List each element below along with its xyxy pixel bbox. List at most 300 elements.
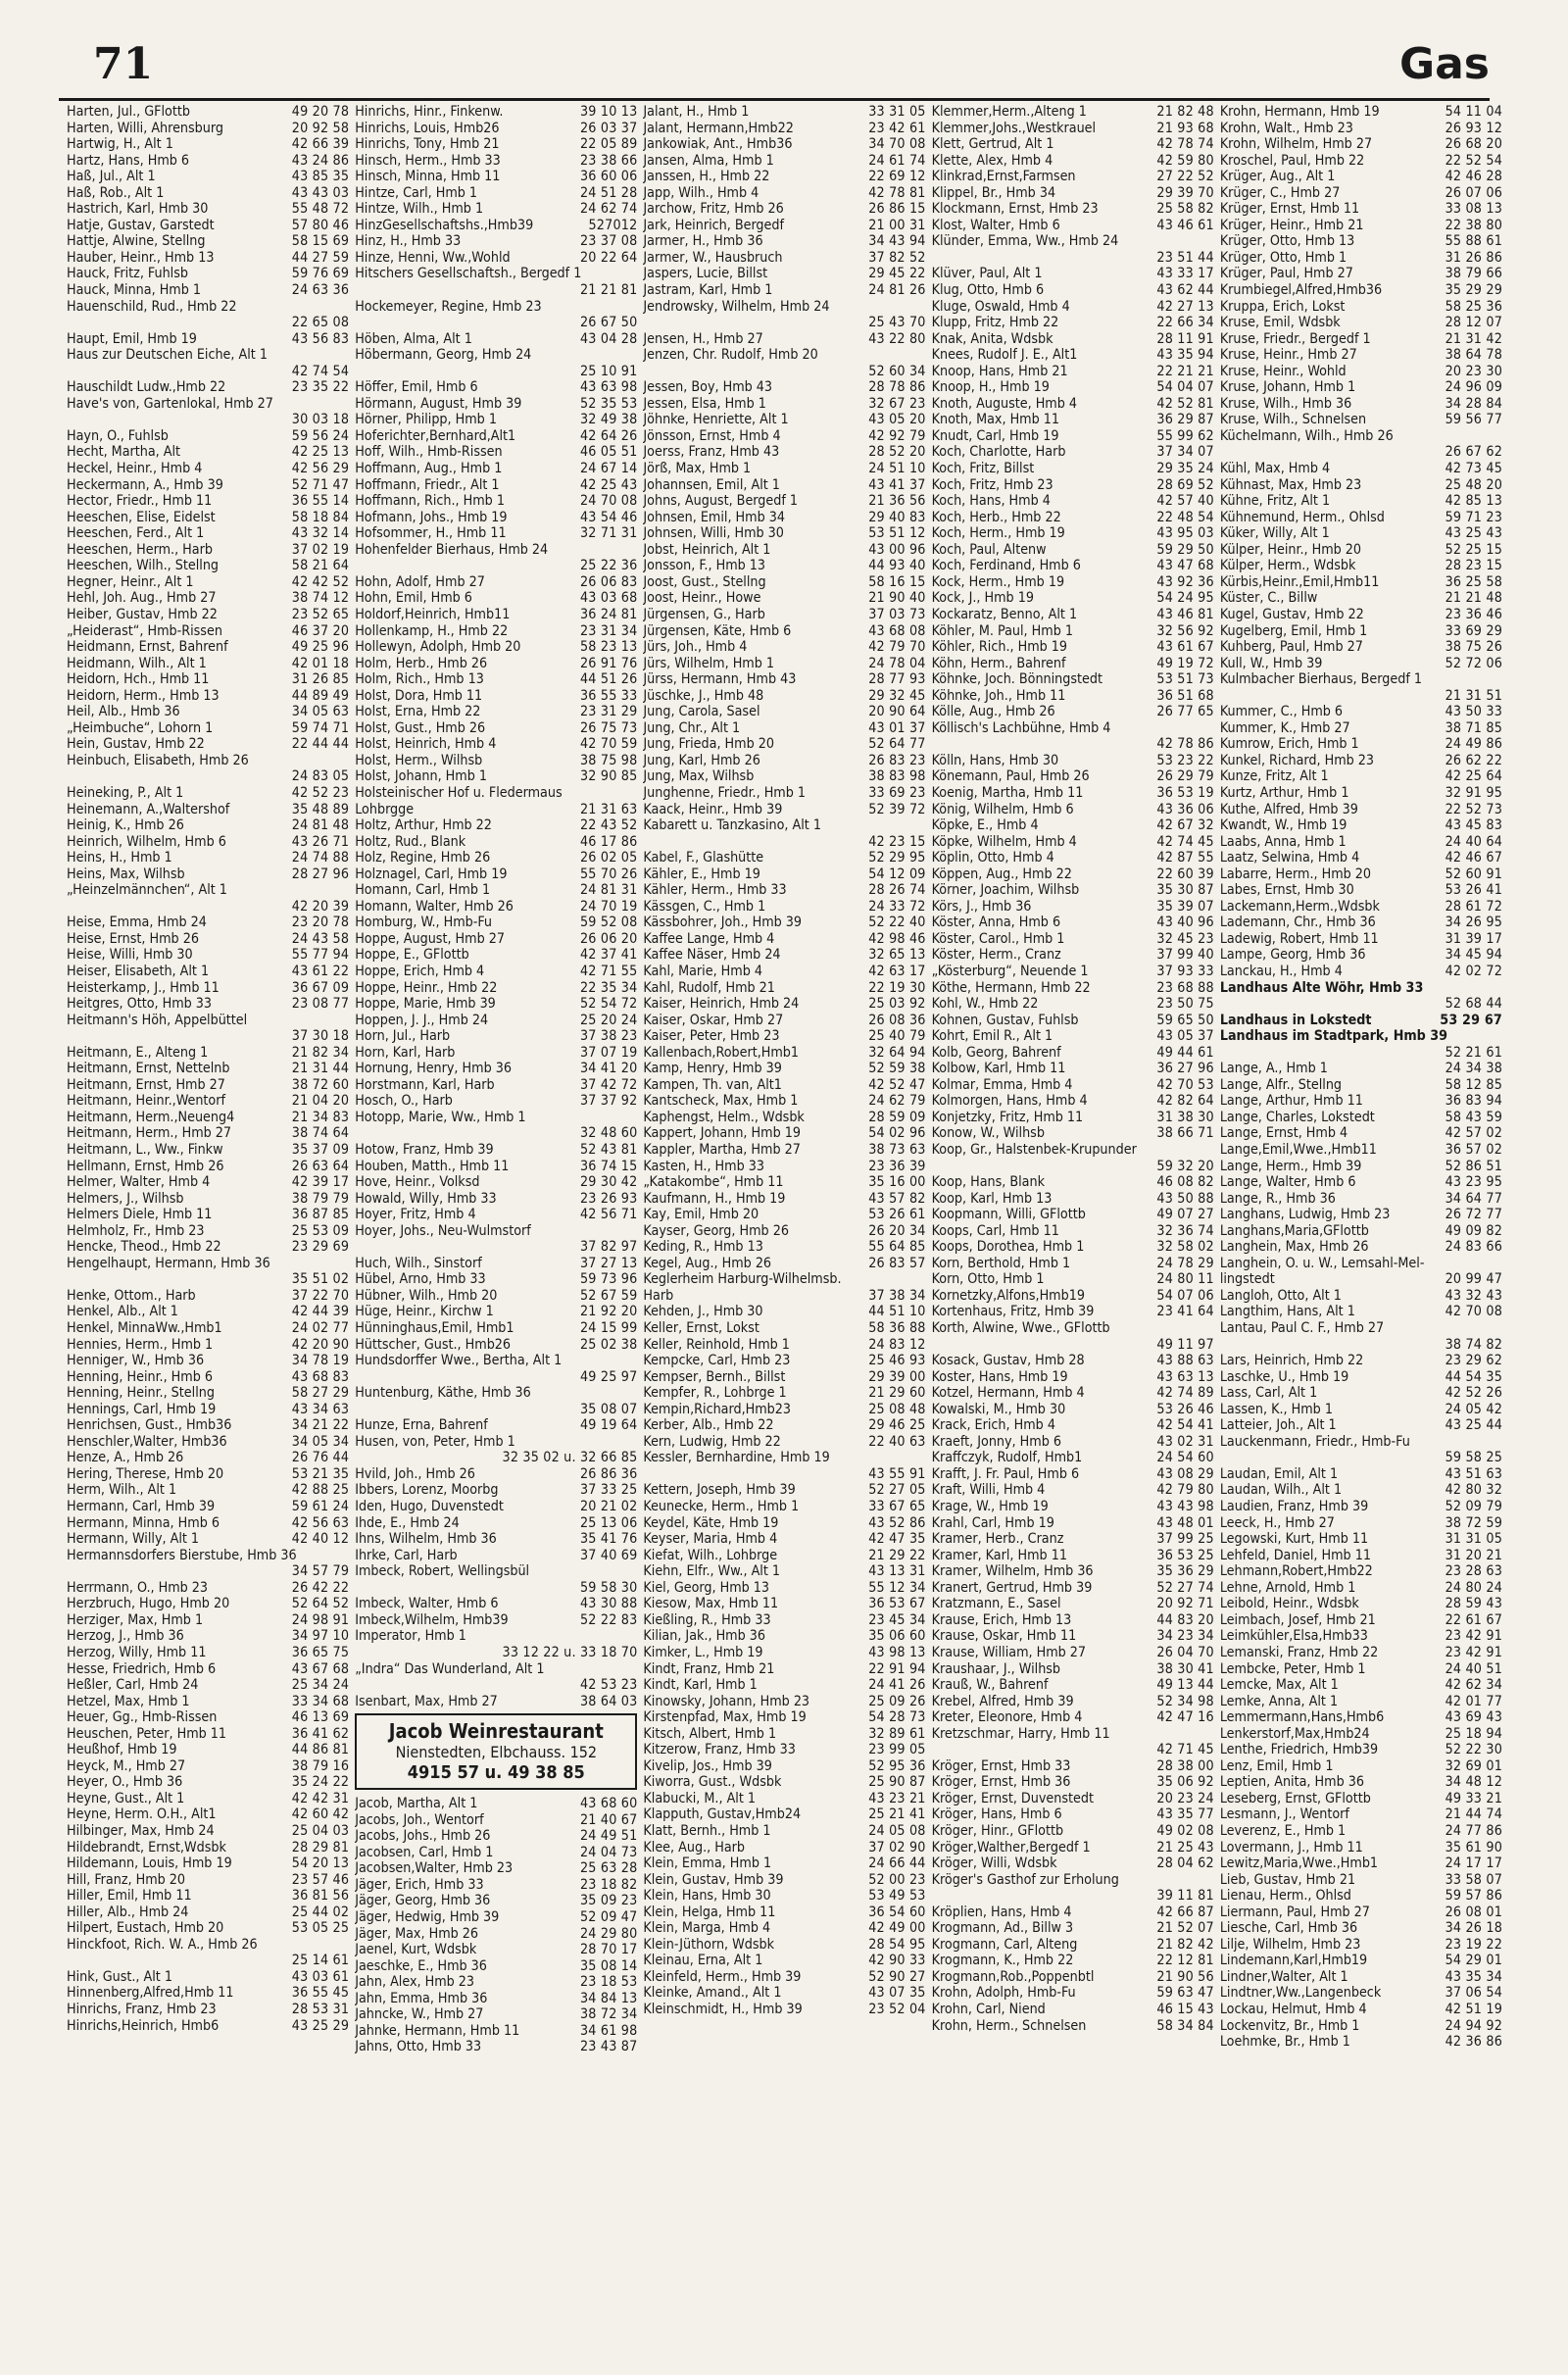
directory-entry [67,104,349,121]
entry-phone: 42 56 29 [291,461,350,477]
entry-phone: 44 51 10 [868,1304,926,1320]
entry-phone: 42 51 19 [1445,2001,1503,2017]
directory-entry [355,412,637,428]
entry-name: Hildebrandt, Ernst,Wdsbk [67,1839,226,1855]
entry-phone: 43 25 29 [291,2017,350,2034]
entry-name: Klemmer,Johs.,Westkrauel [931,120,1097,136]
entry-name: Lanckau, H., Hmb 4 [1219,963,1343,979]
entry-name: Klett, Gertrud, Alt 1 [931,136,1054,153]
directory-entry [643,964,925,980]
directory-entry [643,607,925,623]
entry-phone: 42 36 86 [1445,2034,1503,2051]
entry-name: Köpke, E., Hmb 4 [931,817,1039,834]
entry-phone: 52 35 53 [579,395,638,412]
directory-entry [355,1093,637,1110]
entry-name: Leptien, Anita, Hmb 36 [1219,1774,1364,1791]
entry-name: Kähler, E., Hmb 19 [643,866,760,882]
entry-name: Kockaratz, Benno, Alt 1 [931,606,1078,622]
entry-phone: 24 74 88 [291,850,350,866]
entry-phone: 24 70 08 [579,493,638,510]
entry-name: Kortenhaus, Fritz, Hmb 39 [931,1304,1095,1320]
entry-phone: 28 69 52 [1156,476,1214,493]
entry-name: Kruse, Wilh., Schnelsen [1219,412,1367,428]
entry-phone: 37 82 52 [868,249,926,266]
entry-name: Jung, Chr., Alt 1 [643,719,741,736]
entry-phone: 53 29 67 [1440,1012,1503,1028]
entry-phone: 25 13 06 [579,1514,638,1531]
directory-entry [932,1774,1214,1791]
entry-phone: 42 44 39 [291,1304,350,1320]
entry-name: Hatje, Gustav, Garstedt [67,217,215,233]
entry-name: Hollenkamp, H., Hmb 22 [355,622,509,639]
directory-entry [355,1958,637,1975]
directory-entry [67,136,349,153]
directory-entry [67,1548,349,1564]
directory-entry [643,1953,925,1969]
entry-name: Jung, Max, Wilhsb [643,768,755,785]
entry-phone: 42 98 46 [868,930,926,947]
entry-name: Jaenel, Kurt, Wdsbk [355,1942,477,1958]
directory-entry [67,477,349,494]
directory-column-5 [1220,104,1502,2368]
directory-entry [643,947,925,964]
directory-entry [643,169,925,185]
directory-entry [932,477,1214,494]
directory-entry [643,1596,925,1612]
entry-name: Hoppen, J. J., Hmb 24 [355,1012,489,1028]
directory-entry [643,850,925,866]
entry-phone: 43 05 20 [868,412,926,428]
entry-name: Jung, Frieda, Hmb 20 [643,736,774,753]
directory-entry [67,299,349,316]
entry-name: Lampe, Georg, Hmb 36 [1219,947,1366,964]
entry-name: Heckel, Heinr., Hmb 4 [67,461,203,477]
entry-name: Hiller, Alb., Hmb 24 [67,1904,189,1920]
entry-name: Hoyer, Johs., Neu-Wulmstorf [355,1222,531,1239]
entry-phone: 24 41 26 [868,1677,926,1694]
directory-entry [643,1077,925,1094]
entry-name: Leseberg, Ernst, GFlottb [1219,1790,1371,1806]
directory-entry [932,1434,1214,1451]
directory-entry [643,282,925,299]
entry-name: Heinbuch, Elisabeth, Hmb 26 [67,752,249,768]
entry-name: Lilje, Wilhelm, Hmb 23 [1219,1936,1361,1953]
directory-entry [643,1758,925,1775]
entry-phone: 35 16 00 [868,1174,926,1191]
directory-entry [355,1417,637,1434]
entry-name: Heitgres, Otto, Hmb 33 [67,996,213,1013]
entry-phone: 37 07 19 [579,1044,638,1061]
entry-name: Köppen, Aug., Hmb 22 [931,866,1072,882]
directory-entry [67,1353,349,1369]
directory-entry [67,1369,349,1386]
entry-name: Laudien, Franz, Hmb 39 [1219,1499,1369,1515]
entry-phone: 52 67 59 [579,1287,638,1304]
entry-name: „Heiderast“, Hmb-Rissen [67,622,222,639]
entry-phone: 22 65 08 [291,315,350,331]
entry-name: Krahl, Carl, Hmb 19 [931,1514,1054,1531]
entry-name: Jonsson, F., Hmb 13 [643,558,766,574]
entry-name: Köpke, Wilhelm, Hmb 4 [931,833,1077,850]
entry-name: Heiber, Gustav, Hmb 22 [67,606,218,622]
directory-entry [355,1239,637,1256]
entry-name: Heinemann, A.,Waltershof [67,801,230,817]
entry-phone: 37 22 70 [291,1287,350,1304]
entry-phone: 38 71 85 [1445,719,1503,736]
directory-entry [1220,1596,1502,1612]
entry-phone: 21 82 42 [1156,1936,1214,1953]
entry-phone: 35 24 22 [291,1774,350,1791]
entry-name: Keglerheim Harburg-Wilhelmsb. [643,1271,842,1288]
directory-entry [1220,1758,1502,1775]
entry-phone: 26 93 12 [1445,120,1503,136]
directory-entry [1220,931,1502,948]
directory-entry [355,493,637,510]
entry-phone: 52 95 36 [868,1757,926,1774]
entry-name: Henning, Heinr., Stellng [67,1385,215,1402]
entry-phone: 59 32 20 [1156,1158,1214,1174]
entry-phone: 22 12 81 [1156,1953,1214,1969]
directory-entry [932,720,1214,737]
directory-entry [932,121,1214,137]
directory-entry [1220,1937,1502,1954]
entry-phone: 38 79 66 [1445,266,1503,282]
entry-name: Hermann, Willy, Alt 1 [67,1531,200,1548]
entry-phone: 20 92 58 [291,120,350,136]
entry-phone: 24 80 11 [1156,1271,1214,1288]
entry-phone: 24 98 91 [291,1611,350,1628]
entry-name: Kehden, J., Hmb 30 [643,1304,763,1320]
entry-phone: 26 42 22 [291,1579,350,1596]
entry-phone: 23 26 93 [579,1190,638,1207]
entry-phone: 32 71 31 [579,525,638,542]
directory-entry [355,2006,637,2023]
entry-phone: 43 98 13 [868,1644,926,1660]
entry-name: Heitmann, L., Ww., Finkw [67,1142,223,1158]
entry-phone: 42 47 35 [868,1531,926,1548]
entry-phone: 22 60 39 [1156,866,1214,882]
page-header [93,39,1490,98]
entry-phone: 35 06 60 [868,1628,926,1645]
directory-entry [1220,1077,1502,1094]
entry-phone: 23 08 77 [291,996,350,1013]
directory-entry [1220,444,1502,461]
entry-phone: 59 58 25 [1445,1450,1503,1466]
entry-phone: 43 50 33 [1445,704,1503,720]
entry-phone: 59 52 08 [579,915,638,931]
directory-entry [1220,1402,1502,1418]
entry-name: Hunze, Erna, Bahrenf [355,1417,488,1434]
entry-name: Jörß, Max, Hmb 1 [643,461,752,477]
entry-phone: 28 26 74 [868,882,926,899]
entry-name: Lindtner,Ww.,Langenbeck [1219,1985,1382,2002]
directory-entry [643,1271,925,1288]
entry-name: Kantscheck, Max, Hmb 1 [643,1093,799,1110]
entry-name: Hvild, Joh., Hmb 26 [355,1465,475,1482]
entry-name: Heckermann, A., Hmb 39 [67,476,223,493]
entry-phone: 32 67 23 [868,395,926,412]
entry-phone: 34 05 63 [291,704,350,720]
directory-entry [67,1271,349,1288]
directory-entry [1220,1385,1502,1402]
entry-phone: 38 64 78 [1445,347,1503,364]
entry-phone: 36 51 68 [1156,687,1214,704]
entry-name: Jenzen, Chr. Rudolf, Hmb 20 [643,347,818,364]
entry-phone: 42 63 17 [868,963,926,979]
entry-name: Krack, Erich, Hmb 4 [931,1417,1055,1434]
entry-name: Lass, Carl, Alt 1 [1219,1385,1318,1402]
entry-phone: 53 05 25 [291,1920,350,1937]
entry-phone: 22 66 34 [1156,315,1214,331]
directory-entry [932,282,1214,299]
entry-name: Lockau, Helmut, Hmb 4 [1219,2001,1367,2017]
entry-name: Heßler, Carl, Hmb 24 [67,1677,199,1694]
directory-entry [355,947,637,964]
entry-name: Köster, Carol., Hmb 1 [931,930,1065,947]
directory-entry [932,2002,1214,2018]
entry-phone: 21 44 74 [1445,1806,1503,1823]
entry-name: Hermann, Carl, Hmb 39 [67,1499,216,1515]
entry-phone: 24 29 80 [579,1925,638,1942]
directory-entry [355,1661,637,1678]
entry-phone: 42 49 00 [868,1920,926,1937]
entry-phone: 42 62 34 [1445,1677,1503,1694]
directory-entry [355,1174,637,1191]
entry-phone: 22 69 12 [868,169,926,185]
entry-phone: 43 48 01 [1156,1514,1214,1531]
entry-phone: 43 05 37 [1156,1028,1214,1045]
entry-name: Kraushaar, J., Wilhsb [931,1660,1061,1677]
entry-name: Kempin,Richard,Hmb23 [643,1401,792,1417]
entry-name: Krüger, C., Hmb 27 [1219,184,1341,201]
entry-name: Jahns, Otto, Hmb 33 [355,2039,482,2055]
entry-phone: 32 65 13 [868,947,926,964]
entry-name: Kölle, Aug., Hmb 26 [931,704,1055,720]
entry-phone: 37 82 97 [579,1239,638,1256]
entry-name: Heeschen, Ferd., Alt 1 [67,525,205,542]
directory-entry [1220,364,1502,380]
directory-entry [1220,623,1502,640]
directory-entry [1220,1920,1502,1937]
directory-entry [67,671,349,688]
directory-entry [643,412,925,428]
entry-name: Krüger, Otto, Hmb 13 [1219,233,1355,250]
directory-entry [355,1369,637,1386]
entry-phone: 55 64 85 [868,1239,926,1256]
entry-phone: 35 06 92 [1156,1774,1214,1791]
directory-entry [932,1223,1214,1240]
entry-name: Krüger, Otto, Hmb 1 [1219,249,1348,266]
entry-name: Kröger's Gasthof zur Erholung [931,1871,1119,1888]
entry-phone: 38 74 12 [291,590,350,607]
entry-phone: 24 80 24 [1445,1579,1503,1596]
directory-entry [1220,266,1502,282]
directory-entry [355,1223,637,1240]
entry-phone: 38 83 98 [868,768,926,785]
entry-name: Liesche, Carl, Hmb 36 [1219,1920,1358,1937]
entry-name: HinzGesellschaftshs.,Hmb39 [355,217,534,233]
entry-name: Jaeschke, E., Hmb 36 [355,1957,487,1974]
entry-phone: 26 04 70 [1156,1644,1214,1660]
entry-phone: 37 27 13 [579,1255,638,1271]
directory-entry [355,1926,637,1943]
entry-name: Hoyer, Fritz, Hmb 4 [355,1207,476,1223]
entry-phone: 42 37 41 [579,947,638,964]
entry-name: Külper, Herm., Wdsbk [1219,558,1356,574]
entry-phone: 52 60 34 [868,363,926,379]
entry-phone: 23 68 88 [1156,979,1214,996]
directory-entry [932,688,1214,705]
entry-phone: 59 74 71 [291,719,350,736]
entry-phone: 37 38 34 [868,1287,926,1304]
entry-name: Koch, Herm., Hmb 19 [931,525,1065,542]
directory-entry [67,899,349,915]
entry-name: Jürs, Joh., Hmb 4 [643,639,748,656]
entry-phone: 36 53 25 [1156,1547,1214,1563]
directory-entry [932,996,1214,1013]
entry-phone: 42 79 70 [868,639,926,656]
entry-phone: 23 19 22 [1445,1936,1503,1953]
entry-name: Jahnke, Hermann, Hmb 11 [355,2022,520,2039]
directory-entry [1220,802,1502,818]
entry-name: Henschler,Walter, Hmb36 [67,1433,227,1450]
entry-name: Heinig, K., Hmb 26 [67,817,184,834]
entry-name: Klein, Helga, Hmb 11 [643,1904,776,1920]
directory-entry [932,768,1214,785]
entry-name: Hartz, Hans, Hmb 6 [67,152,190,169]
entry-name: Klünder, Emma, Ww., Hmb 24 [931,233,1119,250]
directory-entry [643,379,925,396]
directory-entry [67,1515,349,1532]
entry-name: Herzbruch, Hugo, Hmb 20 [67,1596,230,1612]
directory-entry [1220,915,1502,931]
entry-phone: 28 27 96 [291,866,350,882]
directory-entry [643,1661,925,1678]
entry-name: Jahn, Emma, Hmb 36 [355,1990,488,2006]
entry-name: Krohn, Wilhelm, Hmb 27 [1219,136,1373,153]
directory-entry [355,1304,637,1320]
entry-name: Lemke, Anna, Alt 1 [1219,1693,1339,1709]
entry-phone: 53 23 22 [1156,752,1214,768]
entry-name: Höbermann, Georg, Hmb 24 [355,347,532,364]
entry-name: Knak, Anita, Wdsbk [931,330,1054,347]
entry-phone: 36 54 60 [868,1904,926,1920]
entry-phone: 33 12 22 u. 33 18 70 [502,1644,638,1660]
directory-entry [67,1385,349,1402]
directory-entry [1220,590,1502,607]
entry-name: Lassen, K., Hmb 1 [1219,1401,1333,1417]
entry-phone: 58 43 59 [1445,1109,1503,1125]
directory-entry [932,1920,1214,1937]
directory-entry [1220,1709,1502,1726]
entry-name: Höffer, Emil, Hmb 6 [355,379,478,396]
directory-entry [932,590,1214,607]
directory-entry [643,1191,925,1208]
entry-phone: 43 33 17 [1156,266,1214,282]
entry-name: Hennies, Herm., Hmb 1 [67,1336,214,1353]
entry-phone: 527012 [588,217,638,233]
entry-phone: 32 45 23 [1156,930,1214,947]
entry-name: Heitmann's Höh, Appelbüttel [67,1012,248,1028]
entry-phone: 42 40 12 [291,1531,350,1548]
directory-entry [643,1969,925,1986]
entry-phone: 42 74 45 [1156,833,1214,850]
entry-phone: 24 70 19 [579,898,638,915]
entry-phone: 52 09 47 [579,1908,638,1925]
directory-entry [643,233,925,250]
entry-phone: 42 56 63 [291,1514,350,1531]
directory-entry [1220,1888,1502,1905]
entry-name: Körner, Joachim, Wilhsb [931,882,1080,899]
entry-phone: 43 22 80 [868,330,926,347]
entry-name: Hitschers Gesellschaftsh., Bergedf 1 [355,266,582,282]
entry-name: Holm, Rich., Hmb 13 [355,671,484,688]
directory-entry [932,1207,1214,1223]
directory-entry [355,461,637,477]
directory-entry [67,412,349,428]
entry-phone: 28 29 81 [291,1839,350,1855]
entry-name: Japp, Wilh., Hmb 4 [643,184,760,201]
entry-phone: 35 36 29 [1156,1563,1214,1580]
directory-entry [355,1628,637,1645]
entry-phone: 23 36 39 [868,1158,926,1174]
directory-entry [643,1920,925,1937]
entry-phone: 55 48 72 [291,201,350,218]
entry-phone: 23 42 61 [868,120,926,136]
entry-phone: 58 16 15 [868,573,926,590]
directory-entry [643,1256,925,1272]
entry-phone: 23 29 62 [1445,1353,1503,1369]
directory-entry [1220,1661,1502,1678]
directory-entry [1220,1742,1502,1758]
directory-entry [1220,1223,1502,1240]
directory-entry [643,1548,925,1564]
directory-entry [643,590,925,607]
entry-name: Kindt, Franz, Hmb 21 [643,1660,775,1677]
entry-name: Koops, Dorothea, Hmb 1 [931,1239,1085,1256]
entry-phone: 55 70 26 [579,866,638,882]
entry-name: Köthe, Hermann, Hmb 22 [931,979,1091,996]
directory-entry [355,1828,637,1845]
entry-name: Kaack, Heinr., Hmb 39 [643,801,783,817]
directory-entry [643,1726,925,1743]
entry-name: Lehfeld, Daniel, Hmb 11 [1219,1547,1371,1563]
directory-entry [932,1337,1214,1354]
directory-entry [355,1045,637,1062]
entry-phone: 26 67 62 [1445,444,1503,461]
entry-phone: 43 24 86 [291,152,350,169]
entry-name: Leimkühler,Elsa,Hmb33 [1219,1628,1368,1645]
entry-name: „Katakombe“, Hmb 11 [643,1174,784,1191]
entry-name: Kässgen, C., Hmb 1 [643,898,766,915]
directory-entry [643,817,925,834]
entry-phone: 34 84 13 [579,1990,638,2006]
directory-entry [67,1888,349,1905]
entry-phone: 26 86 36 [579,1465,638,1482]
entry-name: Imperator, Hmb 1 [355,1628,466,1645]
directory-entry [67,1823,349,1840]
entry-name: Leverenz, E., Hmb 1 [1219,1822,1347,1839]
directory-entry [643,1888,925,1905]
directory-entry [355,1877,637,1894]
entry-name: Lange, Herm., Hmb 39 [1219,1158,1362,1174]
directory-entry [932,104,1214,121]
entry-phone: 43 47 68 [1156,558,1214,574]
directory-entry [643,1142,925,1159]
entry-name: Köhnke, Joh., Hmb 11 [931,687,1066,704]
entry-phone: 57 80 46 [291,217,350,233]
entry-name: Heitmann, Herm., Hmb 27 [67,1125,232,1142]
